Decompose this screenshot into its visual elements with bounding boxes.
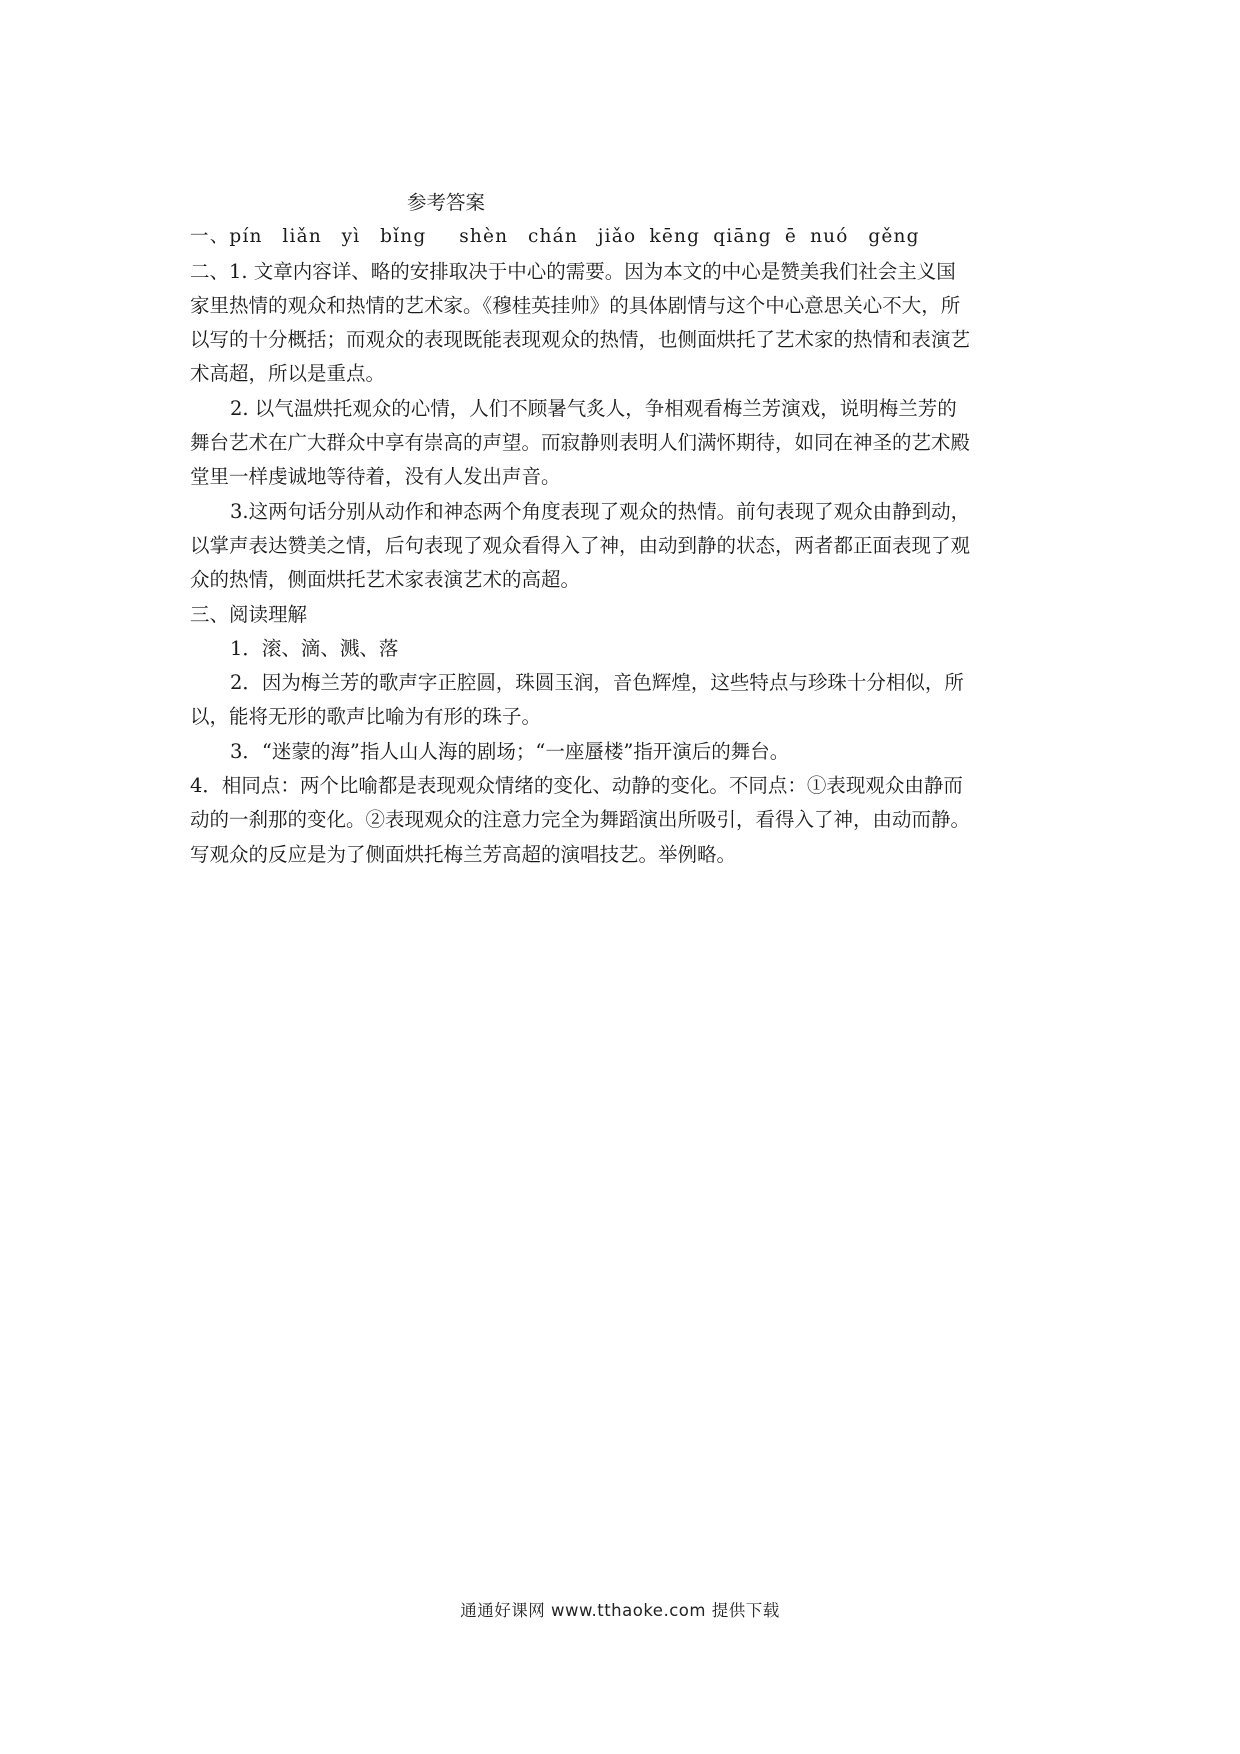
section2-q1-line: 家里热情的观众和热情的艺术家。《穆桂英挂帅》的具体剧情与这个中心意思关心不大，所 xyxy=(190,293,961,317)
section2-q2-line: 堂里一样虔诚地等待着，没有人发出声音。 xyxy=(190,465,561,489)
section2-q3-line: 众的热情，侧面烘托艺术家表演艺术的高超。 xyxy=(190,568,581,592)
section2-q1-line: 以写的十分概括；而观众的表现既能表现观众的热情，也侧面烘托了艺术家的热情和表演艺 xyxy=(190,328,971,352)
section3-heading: 三、阅读理解 xyxy=(190,602,308,626)
section2-q3-line: 3.这两句话分别从动作和神态两个角度表现了观众的热情。前句表现了观众由静到动， xyxy=(230,499,971,523)
section2-q1-line: 术高超，所以是重点。 xyxy=(190,362,386,386)
section2-q1 xyxy=(190,255,1050,392)
section2-q1-line: 二、1. 文章内容详、略的安排取决于中心的需要。因为本文的中心是赞美我们社会主义国 xyxy=(190,259,956,283)
section3-answer-4-line: 写观众的反应是为了侧面烘托梅兰芳高超的演唱技艺。举例略。 xyxy=(190,842,737,866)
section2-q2-line: 2. 以气温烘托观众的心情，人们不顾暑气炙人，争相观看梅兰芳演戏，说明梅兰芳的 xyxy=(230,396,957,420)
section2-q3 xyxy=(190,495,1050,598)
pinyin-answer-line: 一、pín liǎn yì bǐng shèn chán jiǎo kēng qiāng ē nuó gěng xyxy=(190,226,920,248)
section3-answer-3: 3．“迷蒙的海”指人山人海的剧场；“一座蜃楼”指开演后的舞台。 xyxy=(230,739,790,763)
section3-answer-4-line: 4．相同点：两个比喻都是表现观众情绪的变化、动静的变化。不同点：①表现观众由静而 xyxy=(190,774,963,798)
page-title: 参考答案 xyxy=(407,191,486,214)
section2-q2-line: 舞台艺术在广大群众中享有崇高的声望。而寂静则表明人们满怀期待，如同在神圣的艺术殿 xyxy=(190,431,971,455)
section3-answer-2-line: 以，能将无形的歌声比喻为有形的珠子。 xyxy=(190,705,542,729)
section3-answer-1: 1．滚、滴、溅、落 xyxy=(230,636,399,660)
section3-answer-4 xyxy=(190,769,1050,872)
answer-content xyxy=(190,186,1050,872)
page-footer: 通通好课网 www.tthaoke.com 提供下载 xyxy=(460,1601,780,1620)
section2-q2 xyxy=(190,392,1050,495)
section3-answer-2-line: 2．因为梅兰芳的歌声字正腔圆，珠圆玉润，音色辉煌，这些特点与珍珠十分相似，所 xyxy=(230,671,964,695)
section3-answer-4-line: 动的一刹那的变化。②表现观众的注意力完全为舞蹈演出所吸引，看得入了神，由动而静。 xyxy=(190,808,971,832)
section3-answer-2 xyxy=(190,666,1050,735)
section2-q3-line: 以掌声表达赞美之情，后句表现了观众看得入了神，由动到静的状态，两者都正面表现了观 xyxy=(190,533,971,557)
